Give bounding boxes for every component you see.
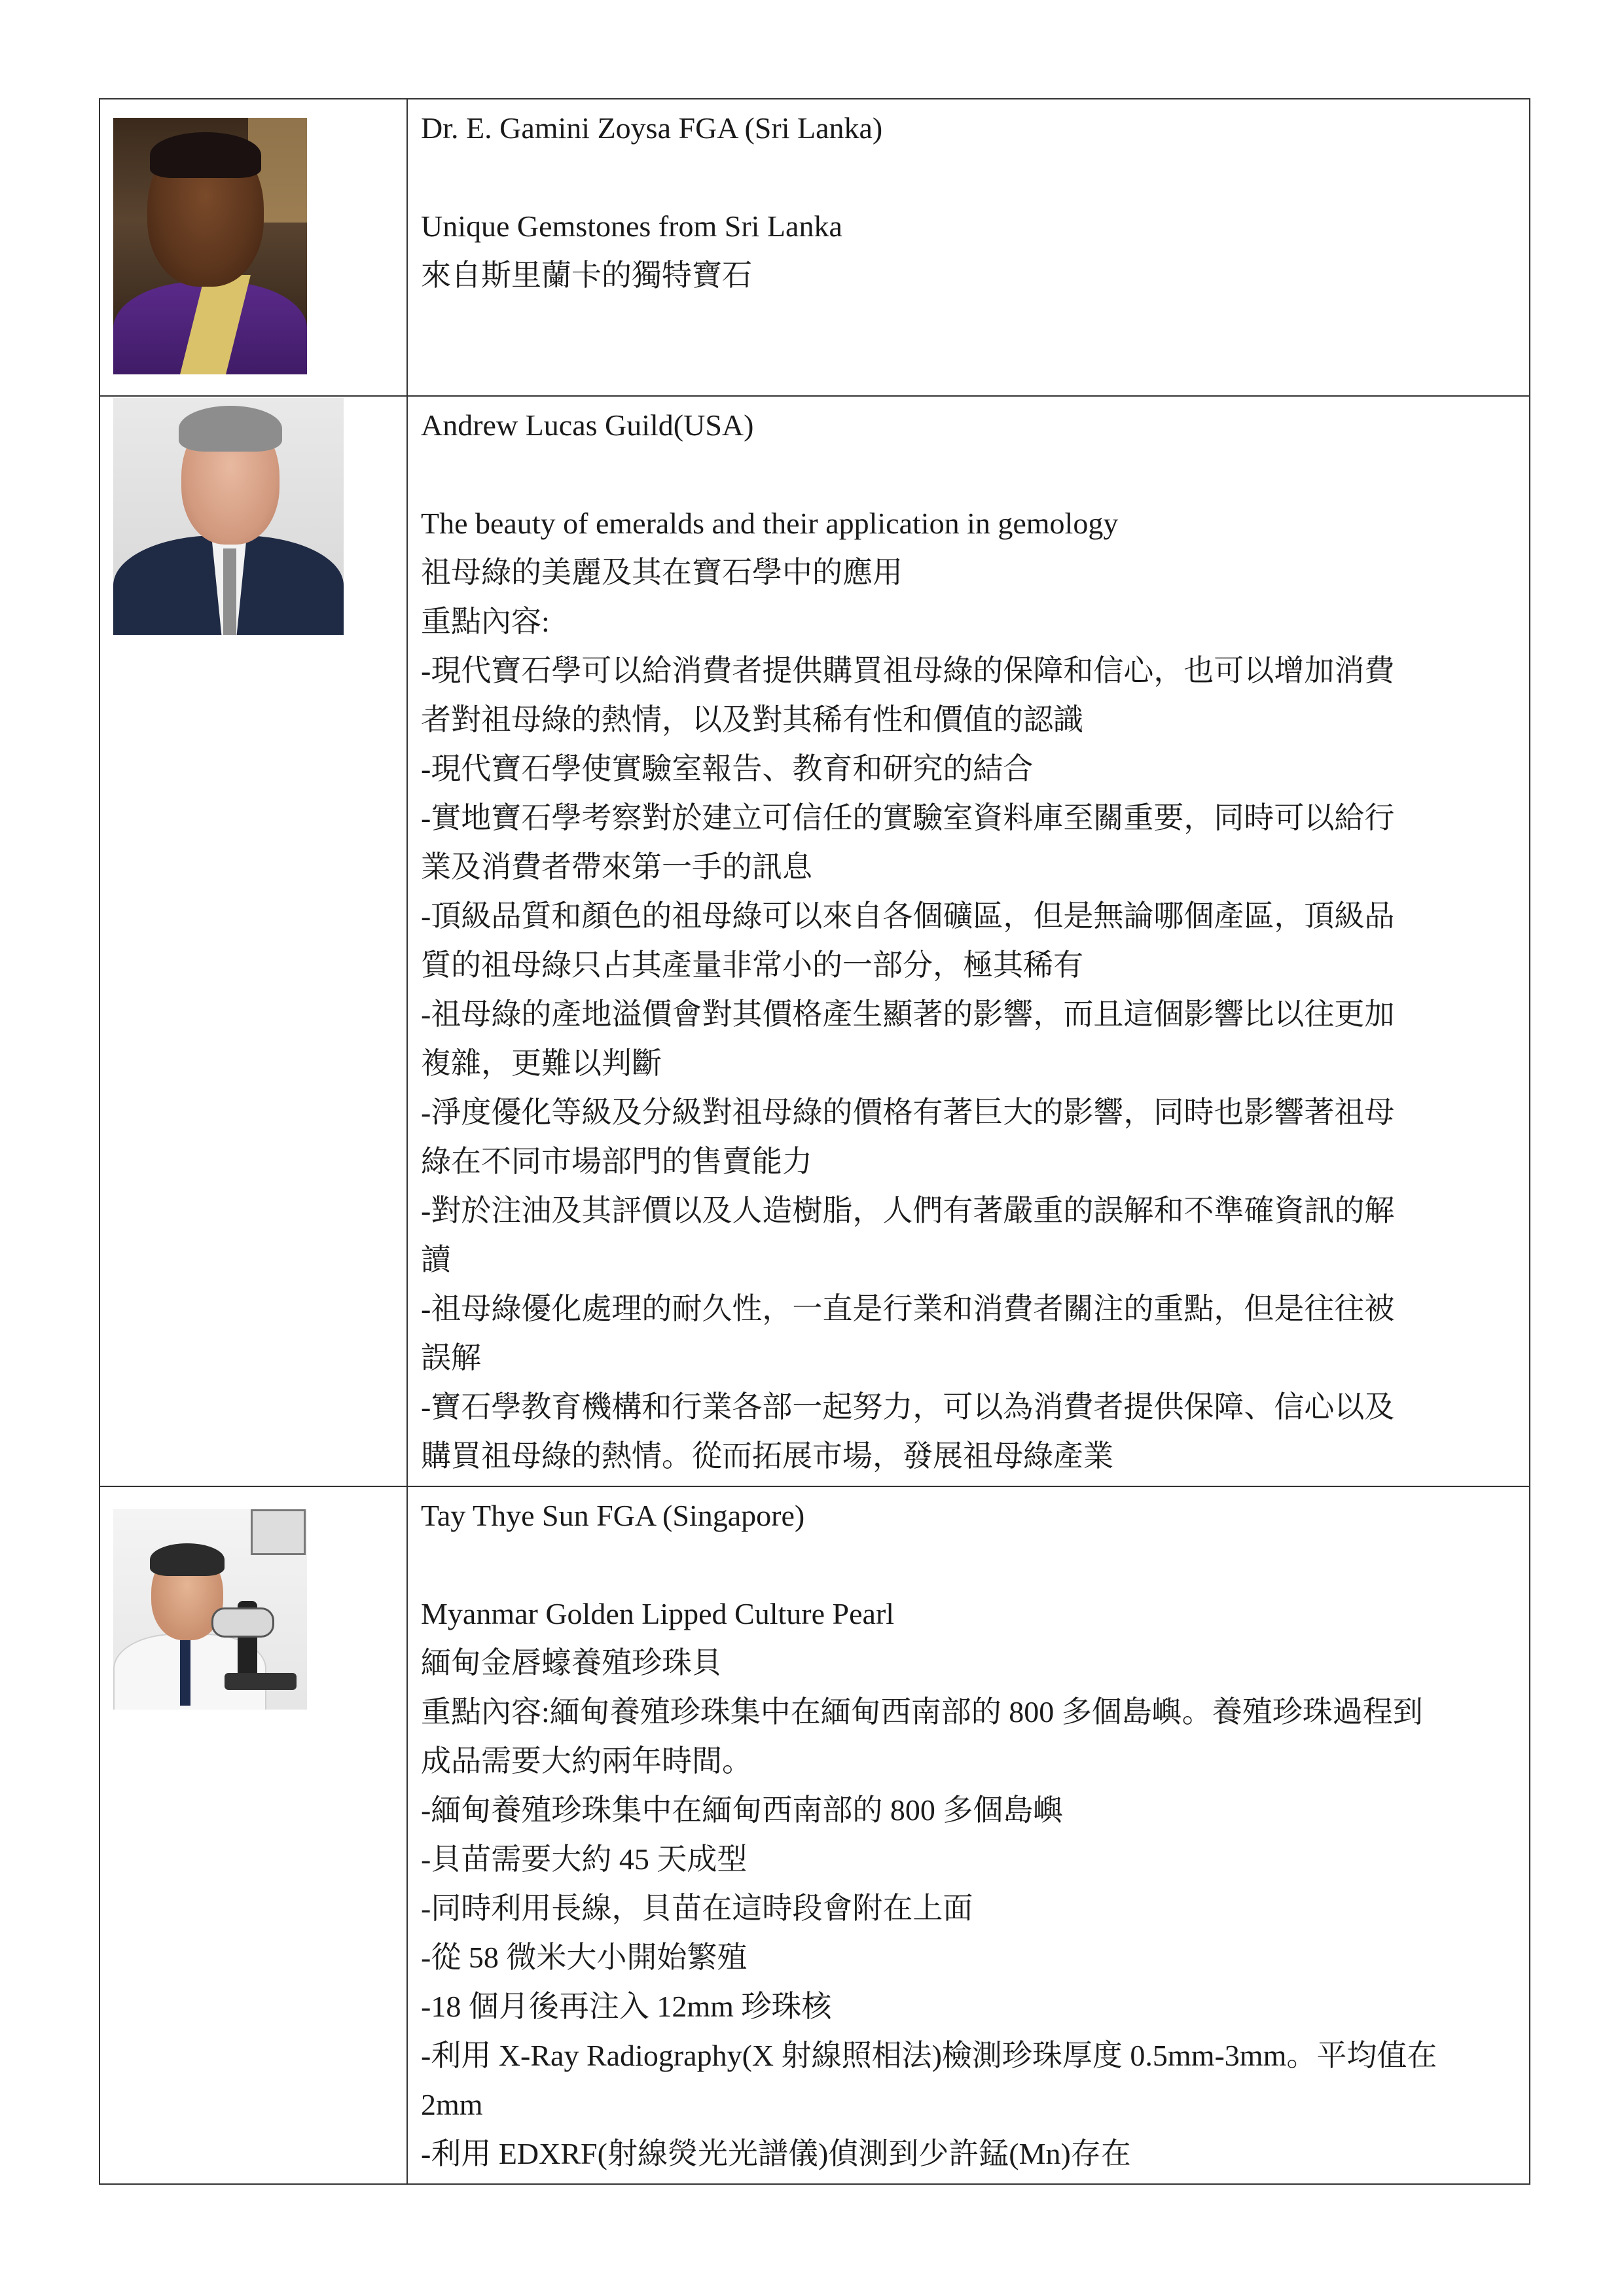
- content-line: 讀: [421, 1243, 451, 1276]
- speaker-table: [99, 98, 1530, 2185]
- speaker-row: [99, 1486, 1530, 2184]
- photo-cell: [99, 99, 407, 396]
- content-line: -淨度優化等級及分級對祖母綠的價格有著巨大的影響，同時也影響著祖母: [421, 1096, 1395, 1129]
- content-line: 者對祖母綠的熱情，以及對其稀有性和價值的認識: [421, 703, 1083, 736]
- speaker-photo: [113, 118, 307, 374]
- content-line: -祖母綠的產地溢價會對其價格產生顯著的影響，而且這個影響比以往更加: [421, 997, 1395, 1031]
- speaker-photo: [113, 398, 344, 635]
- content-line: -現代寶石學使實驗室報告、教育和研究的結合: [421, 752, 1034, 785]
- content-line: 複雜，更難以判斷: [421, 1047, 662, 1080]
- talk-title-zh: 緬甸金唇蠔養殖珍珠貝: [421, 1646, 722, 1679]
- content-line: 購買祖母綠的熱情。從而拓展市場，發展祖母綠產業: [421, 1439, 1113, 1473]
- talk-title-en: The beauty of emeralds and their application in gemology: [421, 507, 1119, 540]
- photo-cell: [99, 1486, 407, 2184]
- talk-title-zh: 來自斯里蘭卡的獨特寶石: [421, 259, 752, 292]
- talk-title-en: Myanmar Golden Lipped Culture Pearl: [421, 1597, 895, 1630]
- speaker-name: Dr. E. Gamini Zoysa FGA (Sri Lanka): [421, 111, 883, 145]
- content-line: 綠在不同市場部門的售賣能力: [421, 1145, 812, 1178]
- content-line: -利用 EDXRF(射線熒光光譜儀)偵測到少許錳(Mn)存在: [421, 2137, 1131, 2170]
- content-line: 業及消費者帶來第一手的訊息: [421, 850, 812, 884]
- speaker-photo: [113, 1509, 307, 1710]
- photo-cell: [99, 396, 407, 1486]
- content-line: -從 58 微米大小開始繁殖: [421, 1941, 748, 1974]
- speaker-name: Andrew Lucas Guild(USA): [421, 408, 754, 442]
- content-line: -貝苗需要大約 45 天成型: [421, 1842, 748, 1876]
- content-line: -緬甸養殖珍珠集中在緬甸西南部的 800 多個島嶼: [421, 1793, 1064, 1827]
- text-cell: [407, 99, 1530, 396]
- speaker-row: [99, 99, 1530, 396]
- speaker-name: Tay Thye Sun FGA (Singapore): [421, 1499, 805, 1532]
- content-line: -對於注油及其評價以及人造樹脂，人們有著嚴重的誤解和不準確資訊的解: [421, 1194, 1395, 1227]
- content-line: 成品需要大約兩年時間。: [421, 1744, 752, 1778]
- speaker-row: [99, 396, 1530, 1486]
- text-cell: [407, 396, 1530, 1486]
- content-line: 2mm: [421, 2088, 483, 2121]
- content-line: -18 個月後再注入 12mm 珍珠核: [421, 1990, 832, 2023]
- content-line: -利用 X-Ray Radiography(X 射線照相法)檢測珍珠厚度 0.5mm-3mm。平均值在: [421, 2039, 1437, 2072]
- content-line: 質的祖母綠只占其產量非常小的一部分，極其稀有: [421, 948, 1083, 982]
- content-line: -同時利用長線，貝苗在這時段會附在上面: [421, 1892, 973, 1925]
- talk-title-en: Unique Gemstones from Sri Lanka: [421, 209, 842, 243]
- text-cell: [407, 1486, 1530, 2184]
- content-line: -祖母綠優化處理的耐久性，一直是行業和消費者關注的重點，但是往往被: [421, 1292, 1395, 1325]
- content-line: 重點內容:: [421, 605, 550, 638]
- talk-title-zh: 祖母綠的美麗及其在寶石學中的應用: [421, 556, 903, 589]
- content-line: -現代寶石學可以給消費者提供購買祖母綠的保障和信心，也可以增加消費: [421, 654, 1395, 687]
- content-line: -實地寶石學考察對於建立可信任的實驗室資料庫至關重要，同時可以給行: [421, 801, 1395, 834]
- content-line: 誤解: [421, 1341, 481, 1374]
- content-line: -寶石學教育機構和行業各部一起努力，可以為消費者提供保障、信心以及: [421, 1390, 1395, 1424]
- content-line: -頂級品質和顏色的祖母綠可以來自各個礦區，但是無論哪個產區，頂級品: [421, 899, 1395, 933]
- content-line: 重點內容:緬甸養殖珍珠集中在緬甸西南部的 800 多個島嶼。養殖珍珠過程到: [421, 1695, 1423, 1729]
